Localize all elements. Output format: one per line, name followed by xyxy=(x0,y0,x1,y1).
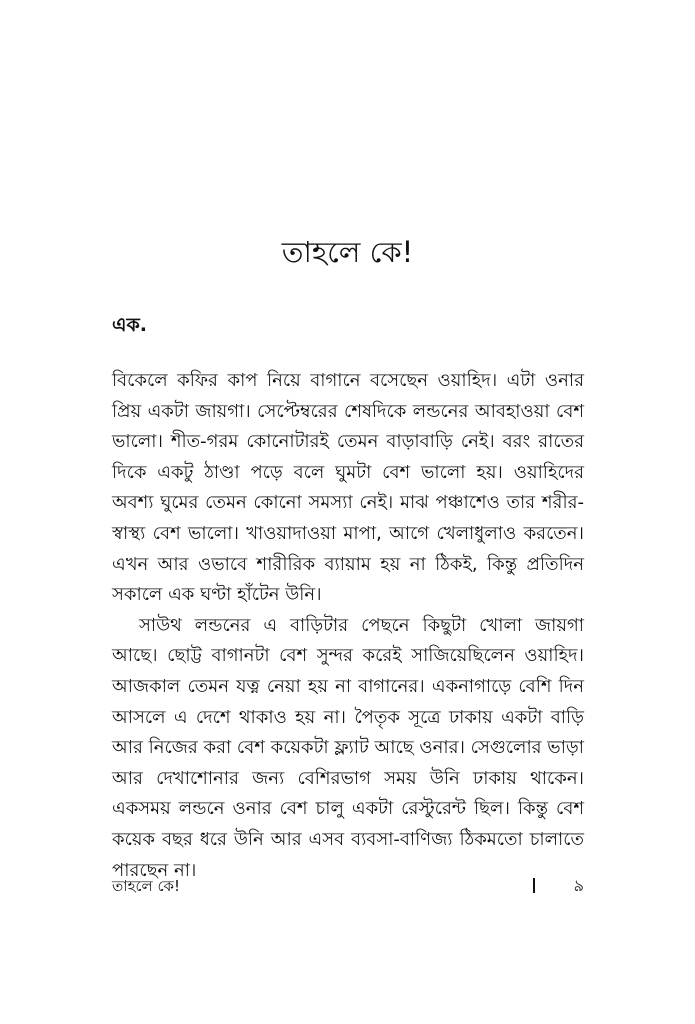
footer-divider xyxy=(533,878,535,893)
section-heading: এক. xyxy=(112,314,147,336)
body-text xyxy=(112,366,584,886)
paragraph-2: সাউথ লন্ডনের এ বাড়িটার পেছনে কিছুটা খোলা জায়গা আছে। ছোট্ট বাগানটা বেশ সুন্দর করেই সাজিয়েছিলেন ওয়াহিদ। আজকাল তেমন যত্ন নেয়া হয় না বাগানের। একনাগাড়ে বেশি দিন আসলে এ দেশে থাকাও হয় না। পৈতৃক সূত্রে ঢাকায় একটা বাড়ি আর নিজের করা বেশ কয়েকটা ফ্ল্যাট আছে ওনার। সেগুলোর ভাড়া আর দেখাশোনার জন্য বেশিরভাগ সময় উনি ঢাকায় থাকেন। একসময় লন্ডনে ওনার বেশ চালু একটা রেস্টুরেন্ট ছিল। কিন্তু বেশ কয়েক বছর ধরে উনি আর এসব ব্যবসা-বাণিজ্য ঠিকমতো চালাতে পারছেন না। xyxy=(112,614,584,881)
page-footer xyxy=(112,873,584,899)
paragraph-1: বিকেলে কফির কাপ নিয়ে বাগানে বসেছেন ওয়াহিদ। এটা ওনার প্রিয় একটা জায়গা। সেপ্টেম্বরের শেষদিকে লন্ডনের আবহাওয়া বেশ ভালো। শীত-গরম কোনোটারই তেমন বাড়াবাড়ি নেই। বরং রাতের দিকে একটু ঠাণ্ডা পড়ে বলে ঘুমটা বেশ ভালো হয়। ওয়াহিদের অবশ্য ঘুমের তেমন কোনো সমস্যা নেই। মাঝ পঞ্চাশেও তার শরীর-স্বাস্থ্য বেশ ভালো। খাওয়াদাওয়া মাপা, আগে খেলাধুলাও করতেন। এখন আর ওভাবে শারীরিক ব্যায়াম হয় না ঠিকই, কিন্তু প্রতিদিন সকালে এক ঘণ্টা হাঁটেন উনি। xyxy=(112,370,584,606)
page-number: ৯ xyxy=(573,876,584,895)
chapter-title: তাহলে কে! xyxy=(281,235,414,269)
running-title: তাহলে কে! xyxy=(112,877,181,895)
